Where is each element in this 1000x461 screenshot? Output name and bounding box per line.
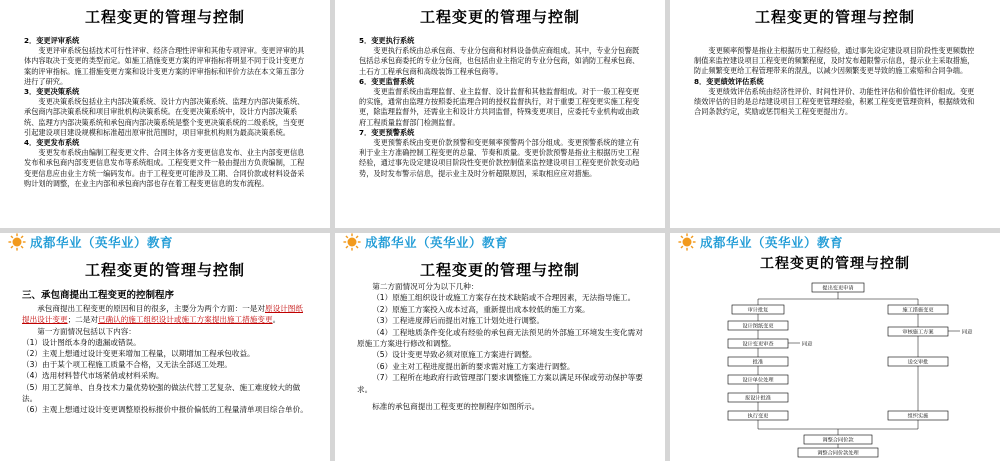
slide-5 [335,233,665,461]
sun-logo-icon [678,233,696,251]
list-item: （2）原施工方案投入成本过高，重新提出成本较低的施工方案。 [372,304,590,314]
list-item: （6）业主对工程进度提出新的要求需对施工方案进行调整。 [372,361,575,371]
slide-body [359,36,643,179]
flow-node-label: 调整合同价款 [822,437,854,444]
change-control-flowchart [688,281,988,459]
flow-node-label: 组织实施 [907,413,929,420]
section-heading: 6．变更监督系统 [359,76,415,86]
flow-node-label: 设计图纸变更 [742,323,774,330]
list-item: （2）主观上想通过设计变更来增加工程量，以期增加工程承包收益。 [22,349,255,359]
list-item: （5）用工艺简单、自身技术力量优势较强的做法代替工艺复杂、施工难度较大的做法。 [22,382,301,403]
paragraph: 变更监督系统由监理监督、业主监督、设计监督和其他监督组成。对于一般工程变更的实施，通常由监理方按照委托监理合同的授权监督执行，对于重要工程变更实施工程变更，除监理监督外，还需业主和设计方共同监督，特殊变更项目，应委托专业机构或由政府工程质量监督部门检测监督。 [359,87,640,127]
highlight-text: 已确认的施工组织设计或施工方案提出施工措施变更 [97,315,273,325]
paragraph: 变更决策系统包括业主内部决策系统、设计方内部决策系统、监理方内部决策系统、承包商内部决策系统和项目审批机构决策系统。在变更决策系统中，设计方内部决策系统、监理方内部决策系统和承包商内部决策系统是整个变更决策系统的二级系统，当变更引起建设项目建设规模和标准超出原审批范围时，项目审批机构则为最高决策系统。 [24,97,305,137]
list-item: （3）工程进度滞后而提出对施工计划处进行调整。 [372,316,545,326]
list-item: （6）主观上想通过设计变更调整原投标报价中报价偏低的工程量清单项目综合单价。 [22,405,308,415]
paragraph: 变更发布系统由编制工程变更文件、合同主体各方变更信息发布、业主内部变更信息发布和承包商内部变更信息发布等系统组成。工程变更文件一般由提出方负责编制，工程变更信息应由业主方统一编码发布。由于工程变更可能涉及工期、合同价款或材料设备采购计划的调整，在业主内部和承包商内部也存在着工程变更信息的发布流程。 [24,148,305,188]
flow-node-label: 送交审批 [907,359,929,366]
flow-node-label: 设计变更审查 [742,341,774,348]
slide-title: 工程变更的管理与控制 [419,261,580,279]
slide-title: 工程变更的管理与控制 [84,261,245,279]
brand-header [343,233,508,253]
list-item: （5）设计变更导致必须对原施工方案进行调整。 [372,350,537,360]
section-heading: 7．变更预警系统 [359,127,415,137]
brand-name: 成都华业（英华业）教育 [30,235,174,250]
slide-6 [670,233,1000,461]
brand-name: 成都华业（英华业）教育 [365,235,509,250]
brand-name: 成都华业（英华业）教育 [700,235,844,250]
brand-header [8,233,173,253]
slide-title: 工程变更的管理与控制 [84,8,245,26]
flow-node-label: 调整合同价款处理 [817,450,859,457]
section-heading: 8．变更绩效评估系统 [694,76,764,86]
brand-header [678,233,843,253]
flow-node-start-label: 提出变更申请 [822,285,854,292]
section-heading: 2．变更评审系统 [24,36,80,45]
paragraph: 变更预警系统由变更价款预警和变更频率预警两个部分组成。变更预警系统的建立有利于业主方准确控制工程变更的总量、节奏和质量。变更价款预警是指业主根据历史工程经验，通过事先设定建设项目阶段性变更价款控制值来监控建设项目工程变更价款变动趋势，及时发布警示信息，提示业主及时分析超限原因，采取相应应对措施。 [359,138,640,178]
list-item: （7）工程所在地政府行政管理部门要求调整施工方案以满足环保或劳动保护等要求。 [357,373,643,394]
intro-paragraph: 第二方面情况可分为以下几种： [372,282,479,291]
sun-logo-icon [343,233,361,251]
section-heading: 4．变更发布系统 [24,138,80,148]
outro-paragraph: 标准的承包商提出工程变更的控制程序如图所示。 [372,402,540,412]
slide-title: 工程变更的管理与控制 [419,8,580,26]
intro-text: 承包商提出工程变更的原因和目的很多，主要分为两个方面：一是对 [37,304,265,314]
flow-node-label: 设计单位处理 [742,377,774,384]
slide-body [694,46,978,117]
intro-text: 。 [272,315,281,325]
flow-node-label: 批准 [752,359,764,366]
slide-3 [670,0,1000,228]
paragraph: 变更绩效评估系统由经济性评价、时间性评价、功能性评估和价值性评价组成。变更绩效评估的目的是总结建设项目工程变更管理经验，积累工程变更管理资料，根据绩效和合同条款约定，奖励或惩罚相关工程变更提出方。 [694,86,975,117]
intro-paragraph [22,303,310,325]
list-item: （4）工程地质条件变化或有经验的承包商无法预见的外部施工环境发生变化需对原施工方案进行修改和调整。 [357,327,643,349]
slide-title: 工程变更的管理与控制 [760,256,910,272]
slide-2 [335,0,665,228]
flow-node-label: 报设计批准 [745,395,771,402]
flow-edge-label: 同意 [962,329,973,336]
flow-node-label: 执行变更 [747,413,769,420]
flow-node-label: 审核施工方案 [902,329,934,336]
list-item: （3）由于某个项工程施工质量不合格，又无法全部返工处理。 [22,360,232,370]
list-item: （4）选用材料替代市场紧俏或材料采购。 [22,371,164,381]
section-heading: 3．变更决策系统 [24,87,80,97]
slide-title: 工程变更的管理与控制 [754,8,915,26]
intro-text: ；二是对 [67,315,98,325]
list-item: （1）原施工组织设计或施工方案存在技术缺陷或不合理因素，无法指导施工。 [372,293,636,303]
paragraph: 变更评审系统包括技术可行性评审、经济合理性评审和其他专项评审。变更评审的具体内容取决于变更的类型而定。如施工措施变更方案的评审指标将明显不同于设计变更方案的评审指标。施工措施变更方案和设计变更方案的评审指标和评价方法在本文第五部分进行了研究。 [24,46,305,86]
highlight-text: 原设计图纸提出设计变更 [22,304,303,325]
flow-node-label: 审计批复 [747,307,769,314]
slide-4 [0,233,330,461]
slide-1 [0,0,330,228]
slide-body [357,281,645,412]
paragraph: 变更频率预警是指业主根据历史工程经验，通过事先设定建设项目阶段性变更频数控制值来监控建设项目工程变更的频繁程度，及时发布超限警示信息，提示业主采取措施，防止频繁变更给工程管理带来的混乱，以减少因频繁变更导致的施工索赔和合同争端。 [694,46,975,76]
paragraph: 变更执行系统由总承包商、专业分包商和材料设备供应商组成。其中，专业分包商既包括总承包商委托的专业分包商，也包括由业主指定的专业分包商，如消防工程承包商、土石方工程承包商和高级装饰工程承包商等。 [359,46,640,76]
flow-node-label: 施工措施变更 [902,307,934,314]
section-heading: 三、承包商提出工程变更的控制程序 [22,290,175,301]
sun-logo-icon [8,233,26,251]
slide-body [22,290,310,415]
slide-body [24,36,308,189]
sub-heading: 第一方面情况包括以下内容： [37,326,136,336]
section-heading: 5．变更执行系统 [359,36,415,45]
flow-edge-label: 同意 [802,341,813,348]
list-item: （1）设计图纸本身的遗漏或错误。 [22,337,141,347]
